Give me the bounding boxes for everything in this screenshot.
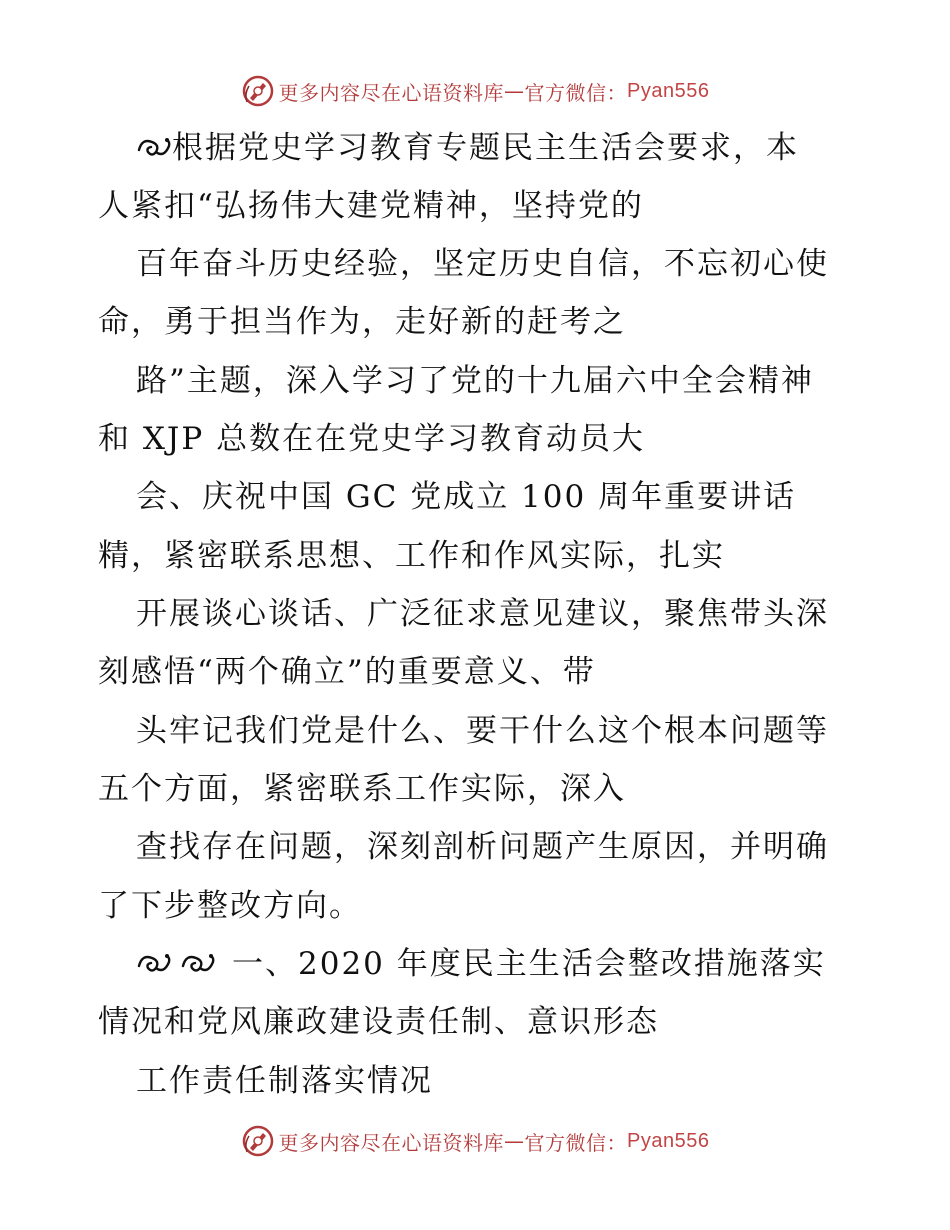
text-line-16: 情况和党风廉政建设责任制、意识形态: [98, 1004, 659, 1040]
banner-wechat-label: 官方微信：: [524, 80, 628, 105]
text-line-5: 路”主题，深入学习了党的十九届六中全会精神: [136, 363, 814, 399]
text-line-10: 刻感悟“两个确立”的重要意义、带: [98, 654, 596, 690]
banner-separator: —: [504, 79, 525, 103]
text-line-1-text: 根据党史学习教育专题民主生活会要求，本: [172, 130, 799, 166]
text-line-8: 精，紧密联系思想、工作和作风实际，扎实: [98, 538, 725, 574]
text-line-6: 和 XJP 总数在在党史学习教育动员大: [98, 421, 646, 457]
banner-wechat-id: Pyan556: [627, 1129, 710, 1152]
text-line-7: 会、庆祝中国 GC 党成立 100 周年重要讲话: [136, 479, 797, 515]
text-line-12: 五个方面，紧密联系工作实际，深入: [98, 771, 626, 807]
footer-watermark-banner: [0, 1121, 950, 1161]
text-line-13: 查找存在问题，深刻剖析问题产生原因，并明确: [136, 829, 829, 865]
text-line-3: 百年奋斗历史经验，坚定历史自信，不忘初心使: [136, 246, 829, 282]
brand-logo-icon: [241, 1124, 275, 1158]
text-line-9: 开展谈心谈话、广泛征求意见建议，聚焦带头深: [136, 596, 829, 632]
banner-wechat-id: Pyan556: [627, 79, 710, 102]
banner-wechat-label: 官方微信：: [524, 1130, 628, 1155]
text-line-14: 了下步整改方向。: [98, 888, 362, 924]
text-line-15: [136, 944, 826, 984]
banner-separator: —: [504, 1129, 525, 1153]
fleuron-icon: [180, 950, 216, 976]
text-line-2: 人紧扣“弘扬伟大建党精神，坚持党的: [98, 188, 644, 224]
brand-logo-icon: [241, 74, 275, 108]
text-line-1: [136, 128, 799, 168]
text-line-15-text: 一、2020 年度民主生活会整改措施落实: [232, 946, 826, 982]
text-line-11: 头牢记我们党是什么、要干什么这个根本问题等: [136, 713, 829, 749]
header-watermark-banner: [0, 71, 950, 111]
text-line-4: 命，勇于担当作为，走好新的赶考之: [98, 304, 626, 340]
banner-text: 更多内容尽在心语资料库: [278, 80, 505, 105]
banner-text: 更多内容尽在心语资料库: [278, 1130, 505, 1155]
text-line-17: 工作责任制落实情况: [136, 1063, 433, 1099]
fleuron-icon: [136, 134, 172, 160]
fleuron-icon: [136, 950, 172, 976]
